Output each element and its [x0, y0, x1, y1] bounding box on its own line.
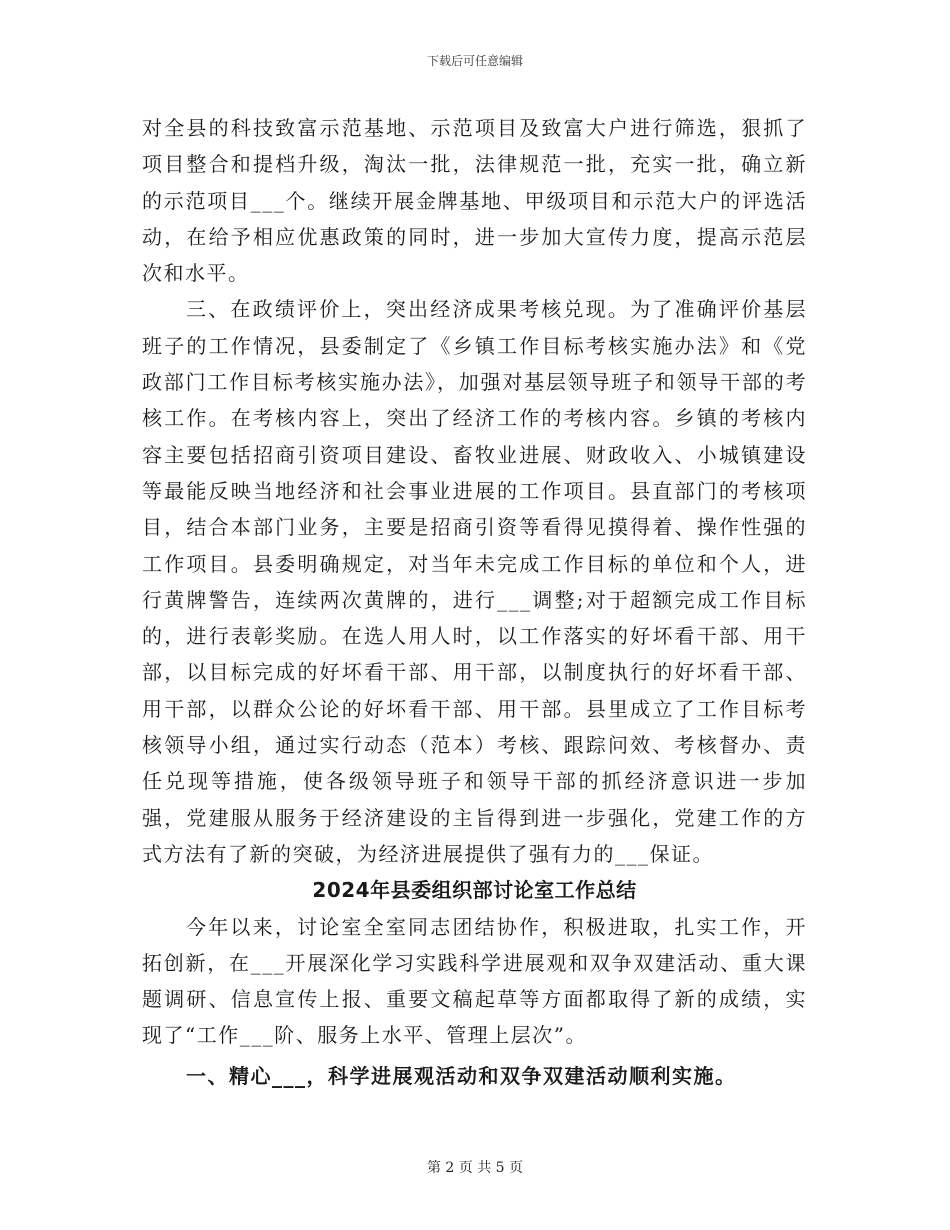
section-heading: 一、精心___，科学进展观活动和双争双建活动顺利实施。: [186, 1063, 737, 1088]
paragraph-section-three: 三、在政绩评价上，突出经济成果考核兑现。为了准确评价基层班子的工作情况，县委制定了《乡镇工作目标考核实施办法》和《党政部门工作目标考核实施办法》，加强对基层领导班子和领导干部的考核工作。在考核内容上，突出了经济工作的考核内容。乡镇的考核内容主要包括招商引资项目建设、畜牧业进展、财政收入、小城镇建设等最能反映当地经济和社会事业进展的工作项目。县直部门的考核项目，结合本部门业务，主要是招商引资等看得见摸得着、操作性强的工作项目。县委明确规定，对当年未完成工作目标的单位和个人，进行黄牌警告，连续两次黄牌的，进行___调整;对于超额完成工作目标的，进行表彰奖励。在选人用人时，以工作落实的好坏看干部、用干部，以目标完成的好坏看干部、用干部，以制度执行的好坏看干部、用干部，以群众公论的好坏看干部、用干部。县里成立了工作目标考核领导小组，通过实行动态（范本）考核、跟踪问效、考核督办、责任兑现等措施，使各级领导班子和领导干部的抓经济意识进一步加强，党建服从服务于经济建设的主旨得到进一步强化，党建工作的方式方法有了新的突破，为经济进展提供了强有力的___保证。: [142, 297, 807, 866]
document-body: [142, 110, 807, 1094]
document-title: 2024年县委组织部讨论室工作总结: [312, 878, 637, 903]
page-header: 下载后可任意编辑: [426, 54, 523, 68]
paragraph-continued: 对全县的科技致富示范基地、示范项目及致富大户进行筛选，狠抓了项目整合和提档升级，淘汰一批，法律规范一批，充实一批，确立新的示范项目___个。继续开展金牌基地、甲级项目和示范大户的评选活动，在给予相应优惠政策的同时，进一步加大宣传力度，提高示范层次和水平。: [142, 116, 807, 286]
paragraph-intro: 今年以来，讨论室全室同志团结协作，积极进取，扎实工作，开拓创新，在___开展深化学习实践科学进展观和双争双建活动、重大课题调研、信息宣传上报、重要文稿起草等方面都取得了新的成绩，实现了“工作___阶、服务上水平、管理上层次”。: [142, 914, 807, 1048]
page-number: 第 2 页 共 5 页: [426, 1160, 524, 1176]
